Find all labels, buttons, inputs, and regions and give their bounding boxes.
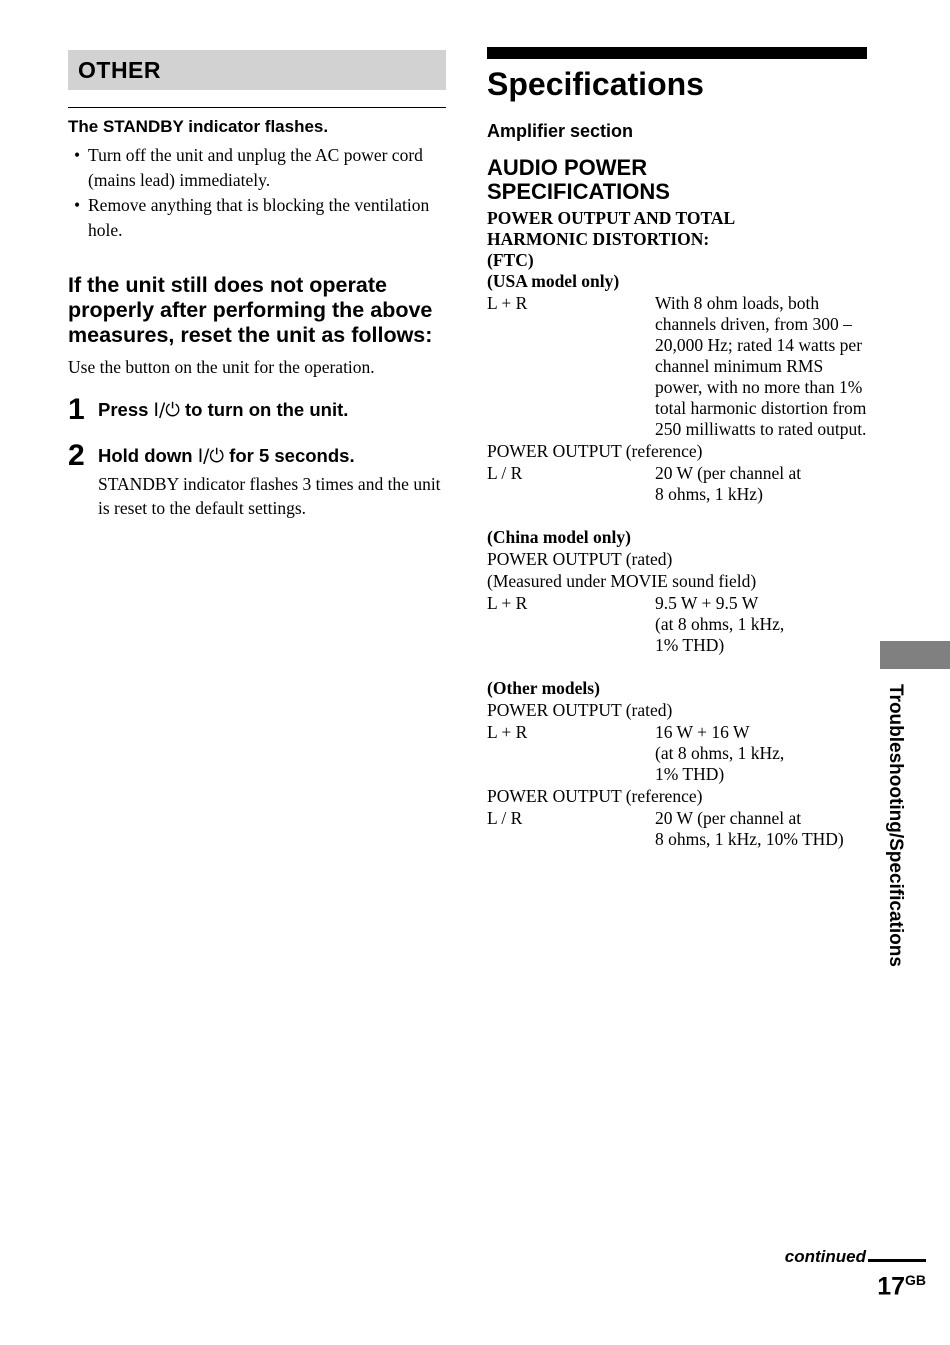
usa-reference-value-line2: 8 ohms, 1 kHz)	[655, 484, 763, 504]
page-number-suffix: GB	[905, 1271, 926, 1288]
step-2-body	[98, 441, 446, 520]
step-2-description: STANDBY indicator flashes 3 times and the unit is reset to the default settings.	[98, 474, 441, 518]
other-reference-row-label: L / R	[487, 808, 523, 828]
step-1-number: 1	[68, 393, 85, 426]
other-models-label: (Other models)	[487, 678, 600, 698]
other-rated-row	[487, 722, 869, 785]
other-power-output-rated: POWER OUTPUT (rated)	[487, 700, 673, 720]
trouble-heading: The STANDBY indicator flashes.	[68, 117, 329, 136]
china-measured-note: (Measured under MOVIE sound field)	[487, 571, 757, 591]
trouble-bullet-list	[68, 143, 446, 243]
china-power-row-value	[655, 593, 869, 656]
audio-power-heading-line1: AUDIO POWER	[487, 155, 648, 180]
china-power-value-line3: 1% THD)	[655, 635, 725, 655]
china-power-value-line1: 9.5 W + 9.5 W	[655, 593, 759, 613]
step-2-title-pre: Hold down	[98, 445, 198, 466]
side-tab-label: Troubleshooting/Specifications	[885, 684, 906, 967]
amplifier-section-heading: Amplifier section	[487, 121, 634, 141]
page-number-value: 17	[877, 1272, 905, 1300]
list-item: • Remove anything that is blocking the ventilation hole.	[68, 193, 446, 243]
china-power-row-label: L + R	[487, 593, 528, 613]
other-rated-row-label: L + R	[487, 722, 528, 742]
reset-intro-text: Use the button on the unit for the operation.	[68, 357, 375, 377]
list-item: • Turn off the unit and unplug the AC power cord (mains lead) immediately.	[68, 143, 446, 193]
other-rated-row-value	[655, 722, 869, 785]
usa-model-label: (USA model only)	[487, 271, 620, 291]
horizontal-rule	[68, 107, 446, 108]
china-power-row	[487, 593, 869, 656]
audio-power-heading-line2: SPECIFICATIONS	[487, 179, 670, 204]
china-power-output-rated: POWER OUTPUT (rated)	[487, 549, 673, 569]
step-1-title-post: to turn on the unit.	[179, 399, 349, 420]
reset-heading: If the unit still does not operate properly after performing the above measures, reset the unit as follows:	[68, 273, 433, 347]
side-tab-marker	[880, 641, 950, 669]
usa-power-row	[487, 293, 869, 440]
power-symbol-icon: I/⏻	[197, 446, 225, 467]
ftc-label: (FTC)	[487, 250, 534, 270]
china-power-value-line2: (at 8 ohms, 1 kHz,	[655, 614, 785, 634]
continued-label: continued	[784, 1247, 866, 1266]
step-2-title-post: for 5 seconds.	[224, 445, 355, 466]
step-1-body	[98, 395, 446, 422]
other-power-output-reference: POWER OUTPUT (reference)	[487, 786, 703, 806]
footer-rule	[868, 1259, 926, 1262]
power-output-thd-line1: POWER OUTPUT AND TOTAL	[487, 208, 736, 228]
usa-power-row-value: With 8 ohm loads, both channels driven, from 300 – 20,000 Hz; rated 14 watts per channel minimum RMS power, with no more than 1% total harmonic distortion from 250 milliwatts to rated output.	[655, 293, 867, 439]
other-reference-value-line1: 20 W (per channel at	[655, 808, 802, 828]
step-2-number: 2	[68, 439, 85, 472]
other-rated-value-line2: (at 8 ohms, 1 kHz,	[655, 743, 785, 763]
other-rated-value-line1: 16 W + 16 W	[655, 722, 750, 742]
usa-power-row-label: L + R	[487, 293, 528, 313]
left-column	[68, 50, 446, 520]
other-rated-value-line3: 1% THD)	[655, 764, 725, 784]
spacer	[487, 656, 869, 678]
section-banner	[68, 50, 446, 90]
power-output-thd-line2: HARMONIC DISTORTION:	[487, 229, 710, 249]
step-1-title	[98, 395, 446, 422]
step-1-title-pre: Press	[98, 399, 154, 420]
usa-reference-row-label: L / R	[487, 463, 523, 483]
other-reference-row	[487, 808, 869, 850]
other-reference-value-line2: 8 ohms, 1 kHz, 10% THD)	[655, 829, 844, 849]
power-symbol-icon: I/⏻	[153, 400, 180, 421]
china-model-label: (China model only)	[487, 527, 631, 547]
step-2	[68, 441, 446, 520]
right-column	[487, 47, 869, 850]
spacer	[487, 505, 869, 527]
usa-reference-row	[487, 463, 869, 505]
usa-reference-row-value	[655, 463, 869, 505]
usa-power-output-reference: POWER OUTPUT (reference)	[487, 441, 703, 461]
step-1	[68, 395, 446, 425]
step-2-title	[98, 441, 446, 468]
audio-power-heading	[487, 156, 869, 204]
page-title: Specifications	[487, 66, 704, 102]
title-rule	[487, 47, 867, 59]
other-reference-row-value	[655, 808, 869, 850]
section-banner-label: OTHER	[78, 56, 161, 83]
page-number	[877, 1272, 926, 1301]
usa-reference-value-line1: 20 W (per channel at	[655, 463, 802, 483]
